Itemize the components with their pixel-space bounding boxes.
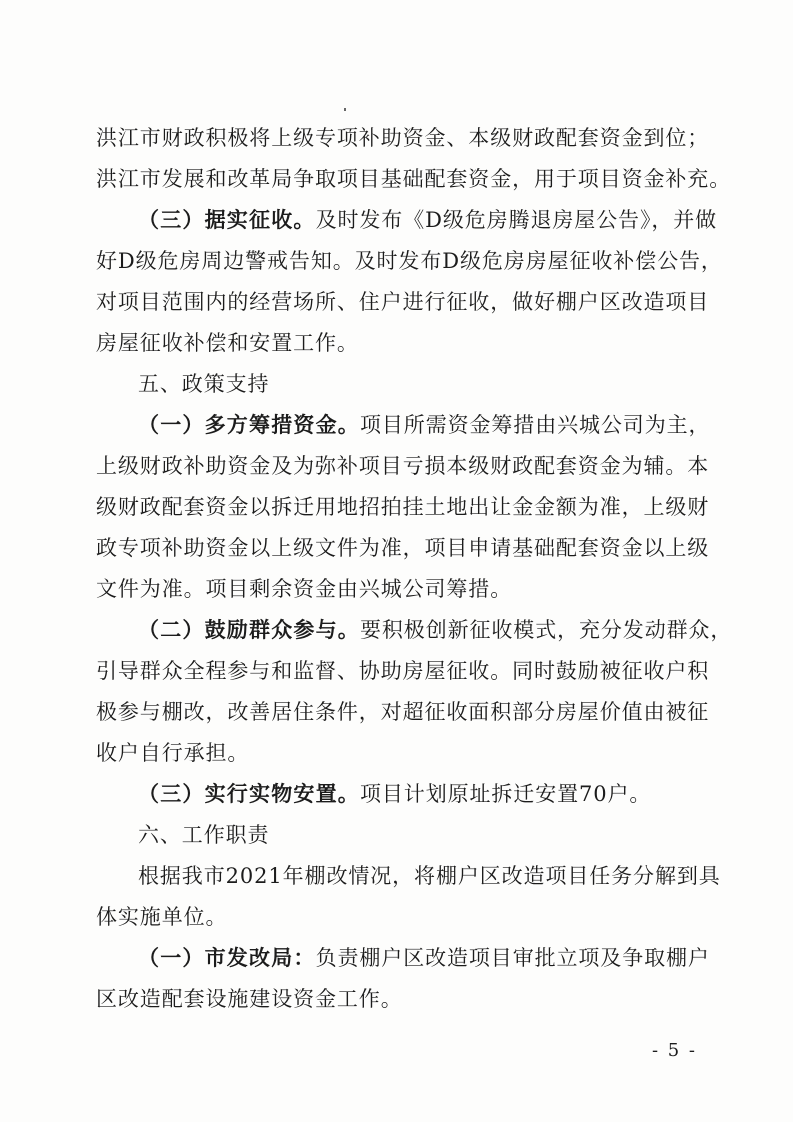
text-line: 级财政配套资金以拆迁用地招拍挂土地出让金金额为准，上级财 — [96, 495, 710, 519]
text-line: 对项目范围内的经营场所、住户进行征收，做好棚户区改造项目 — [96, 290, 710, 314]
paragraph-first-line — [96, 774, 702, 815]
paragraph-first-line — [96, 938, 710, 979]
document-body — [96, 118, 733, 1020]
text-span: 及时发布《D级危房腾退房屋公告》，并做 — [315, 208, 718, 232]
subheading-funding: （一）多方筹措资金。 — [138, 413, 360, 437]
text-line: 区改造配套设施建设资金工作。 — [96, 987, 403, 1011]
subheading-resettlement: （三）实行实物安置。 — [138, 782, 360, 806]
text-line: 洪江市发展和改革局争取项目基础配套资金，用于项目资金补充。 — [96, 167, 732, 191]
text-span: 负责棚户区改造项目审批立项及争取棚户 — [315, 946, 710, 970]
text-line: 好D级危房周边警戒告知。及时发布D级危房房屋征收补偿公告， — [96, 249, 723, 273]
subheading-public-participation: （二）鼓励群众参与。 — [138, 618, 360, 642]
subheading-development-reform-bureau: （一）市发改局： — [138, 946, 316, 970]
page-number: - 5 - — [651, 1040, 697, 1061]
text-line: 收户自行承担。 — [96, 741, 250, 765]
text-span: 要积极创新征收模式，充分发动群众， — [360, 618, 733, 642]
section-heading-responsibilities: 六、工作职责 — [138, 823, 270, 847]
text-line: 洪江市财政积极将上级专项补助资金、本级财政配套资金到位； — [96, 126, 710, 150]
text-line: 房屋征收补偿和安置工作。 — [96, 331, 359, 355]
text-line: 政专项补助资金以上级文件为准，项目申请基础配套资金以上级 — [96, 536, 710, 560]
text-span: 项目所需资金筹措由兴城公司为主， — [360, 413, 711, 437]
text-line: 极参与棚改，改善居住条件，对超征收面积部分房屋价值由被征 — [96, 700, 710, 724]
text-line: 体实施单位。 — [96, 905, 228, 929]
text-line: 引导群众全程参与和监督、协助房屋征收。同时鼓励被征收户积 — [96, 659, 710, 683]
scan-speck — [344, 108, 346, 111]
paragraph-first-line — [96, 200, 718, 241]
text-span: 项目计划原址拆迁安置70户。 — [360, 782, 652, 806]
subheading-zhengshou: （三）据实征收。 — [138, 208, 316, 232]
paragraph-first-line — [96, 405, 711, 446]
section-heading-policy-support: 五、政策支持 — [138, 372, 270, 396]
text-line: 文件为准。项目剩余资金由兴城公司筹措。 — [96, 577, 513, 601]
paragraph-first-line — [96, 610, 733, 651]
text-line: 根据我市2021年棚改情况，将棚户区改造项目任务分解到具 — [138, 864, 721, 888]
text-line: 上级财政补助资金及为弥补项目亏损本级财政配套资金为辅。本 — [96, 454, 710, 478]
